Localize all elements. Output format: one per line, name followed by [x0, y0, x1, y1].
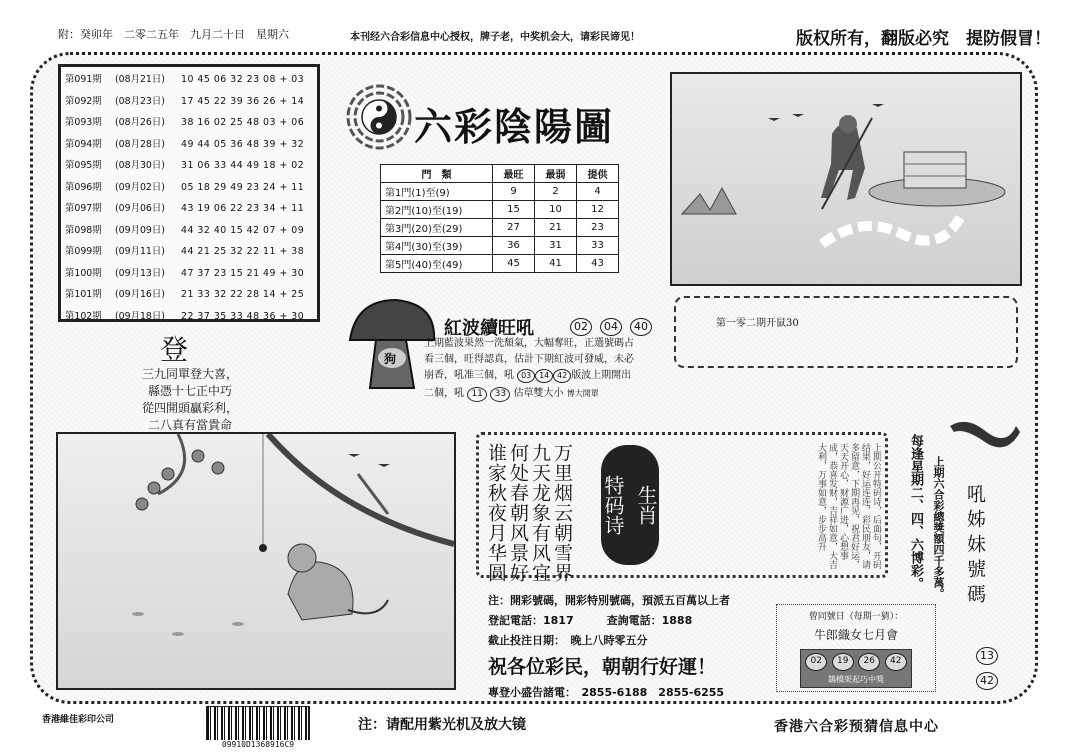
history-row	[65, 198, 313, 220]
history-period: 第100期	[65, 267, 102, 279]
history-date: (08月23日)	[115, 95, 165, 107]
history-date: (09月09日)	[115, 224, 165, 236]
history-date: (08月26日)	[115, 117, 165, 128]
history-row	[65, 69, 313, 91]
history-row	[65, 284, 313, 306]
barcode-number: 09910D1368916C9	[206, 740, 310, 749]
zodiac-footer: 鵲橋架起巧中獎	[828, 675, 884, 684]
history-date: (08月30日)	[115, 160, 165, 171]
history-period: 第102期	[65, 310, 102, 322]
poem-column: 谁家秋夜月华圆	[485, 443, 507, 583]
number-ball: 40	[630, 318, 652, 336]
history-period: 第095期	[65, 160, 102, 171]
number-ball: 19	[832, 653, 854, 671]
history-period: 第094期	[65, 138, 102, 150]
number-ball: 02	[570, 318, 592, 336]
history-date: (09月02日)	[115, 181, 165, 193]
zodiac-ball-strip	[800, 649, 912, 688]
header-rights: 版权所有，翻版必究 提防假冒！	[796, 29, 1051, 49]
history-date: (09月11日)	[115, 246, 165, 257]
jackpot-note: 上期六合彩總獎額四千多萬。	[932, 456, 945, 599]
zodiac-box	[776, 604, 936, 692]
table-cell: 15	[493, 201, 535, 219]
table-cell: 第3門(20)至(29)	[381, 219, 493, 237]
text-line: 二個，吼 11 33 估草雙大小 博大開單	[424, 386, 668, 402]
red-wave-title: 紅波續旺吼	[444, 318, 534, 339]
badge-text: 特码诗	[601, 475, 625, 535]
history-nums: 44 21 25 32 22 11 + 38	[181, 246, 305, 257]
illustration-traveler	[670, 72, 1022, 286]
poem-line: 三九同單登大喜，	[141, 367, 238, 381]
history-row	[65, 306, 313, 328]
poem-line: 從四開頭贏彩利，	[141, 401, 238, 415]
history-row	[65, 220, 313, 242]
history-nums: 31 06 33 44 49 18 + 02	[181, 160, 305, 171]
history-period: 第096期	[65, 181, 102, 193]
poem-line: 縣憑十七正中巧	[147, 384, 232, 398]
poem-head: 登	[160, 333, 189, 366]
table-cell: 43	[577, 255, 619, 273]
table-cell: 9	[493, 183, 535, 201]
table-cell: 36	[493, 237, 535, 255]
poem-line: 二八真有當貴命	[147, 418, 232, 432]
text-line: 崩香，吼准三個，吼 03 14 42 版波上期開出	[424, 370, 632, 381]
table-cell: 2	[535, 183, 577, 201]
history-nums: 21 33 32 22 28 14 + 25	[181, 289, 305, 300]
table-cell: 第1門(1)至(9)	[381, 183, 493, 201]
history-row	[65, 241, 313, 263]
number-ball: 42	[885, 653, 907, 671]
zodiac-subtitle: 牛郎織女七月會	[813, 628, 898, 642]
table-cell: 33	[577, 237, 619, 255]
saxophone-icon	[946, 414, 1022, 458]
text-line: 上期藍波果然一洗頹氣，大幅奪旺，正選號碼占	[424, 338, 634, 349]
table-row	[381, 219, 619, 237]
table-header: 最旺	[493, 165, 535, 183]
header-notice: 本刊经六合彩信息中心授权，牌子老，中奖机会大，请彩民谛见！	[350, 32, 640, 43]
history-row	[65, 134, 313, 156]
poem-column: 何处春朝风景好	[507, 443, 529, 583]
history-nums: 17 45 22 39 36 26 + 14	[181, 95, 305, 107]
door-table	[380, 164, 619, 273]
table-cell: 第2門(10)至(19)	[381, 201, 493, 219]
illustration-cat	[56, 432, 456, 690]
history-row	[65, 112, 313, 134]
table-cell: 21	[535, 219, 577, 237]
number-ball: 26	[858, 653, 880, 671]
text-line: 看三個，旺得認真，估計下期紅波可發威，未必	[424, 354, 634, 365]
history-date: (09月16日)	[115, 289, 165, 300]
history-nums: 22 37 35 33 48 36 + 30	[181, 310, 305, 322]
history-date: (09月13日)	[115, 267, 165, 279]
footer-center: 香港六合彩预猜信息中心	[774, 719, 939, 735]
table-cell: 27	[493, 219, 535, 237]
table-row	[381, 237, 619, 255]
history-row	[65, 263, 313, 285]
history-period: 第092期	[65, 95, 102, 107]
ad-phone: 專登小盛告諸電： 2855-6188 2855-6255	[488, 686, 725, 699]
poem-column: 万里烟云朝雪界	[551, 443, 573, 583]
history-row	[65, 91, 313, 113]
table-row	[381, 183, 619, 201]
notice-line: 注：開彩號碼，開彩特別號碼，預派五百萬以上者	[488, 594, 730, 607]
history-nums: 47 37 23 15 21 49 + 30	[181, 267, 305, 279]
history-row	[65, 177, 313, 199]
result-box: 第一零二期开鼠30	[674, 296, 1018, 368]
number-ball: 13	[976, 647, 998, 665]
number-ball: 04	[600, 318, 622, 336]
reg-phone: 登記電話：1817 查詢電話：1888	[488, 614, 693, 627]
table-header: 最弱	[535, 165, 577, 183]
draw-days: 每逢星期二、四、六博彩。	[908, 434, 923, 590]
poem-columns	[485, 443, 573, 583]
history-nums: 10 45 06 32 23 08 + 03	[181, 74, 305, 85]
history-table	[58, 64, 320, 322]
page-title: 六彩陰陽圖	[414, 104, 615, 149]
history-nums: 49 44 05 36 48 39 + 32	[181, 138, 305, 150]
history-date: (08月28日)	[115, 138, 165, 150]
table-cell: 31	[535, 237, 577, 255]
red-wave-balls	[570, 318, 652, 336]
history-period: 第097期	[65, 203, 102, 214]
poem-small-text: 上期公开特码诗，后面句，开码结果，好运连连，彩民朋友，请多留意，下期再见，祝君好运，天天开心，财源广进，心想事成，恭喜发财，吉祥如意，大吉大利，万事如意，步步高升	[816, 443, 881, 569]
history-period: 第093期	[65, 117, 102, 128]
history-nums: 44 32 40 15 42 07 + 09	[181, 224, 305, 236]
sister-balls	[976, 644, 998, 690]
special-poem-box	[476, 432, 888, 583]
history-period: 第091期	[65, 74, 102, 85]
history-row	[65, 155, 313, 177]
header-date: 附：癸卯年 二零二五年 九月二十日 星期六	[58, 28, 289, 41]
table-cell: 第5門(40)至(49)	[381, 255, 493, 273]
history-date: (09月06日)	[115, 203, 165, 214]
history-nums: 05 18 29 49 23 24 + 11	[181, 181, 305, 193]
mushroom-label: 狗	[384, 352, 397, 366]
history-period: 第099期	[65, 246, 102, 257]
red-wave-text	[424, 336, 668, 402]
poem-column: 九天龙象有风宜	[529, 443, 551, 583]
table-cell: 10	[535, 201, 577, 219]
history-nums: 43 19 06 22 23 34 + 11	[181, 203, 305, 214]
number-ball: 02	[805, 653, 827, 671]
table-row	[381, 201, 619, 219]
history-date: (08月21日)	[115, 74, 165, 85]
table-cell: 41	[535, 255, 577, 273]
footer-note: 注：请配用紫光机及放大镜	[358, 717, 526, 733]
deadline: 截止投注日期： 晚上八時零五分	[488, 634, 648, 647]
number-ball: 42	[976, 672, 998, 690]
printer-name: 香港維佳彩印公司	[42, 715, 115, 725]
sister-title: 吼姊妹號碼	[964, 484, 986, 609]
special-code-badge	[601, 445, 659, 565]
wish: 祝各位彩民，朝朝行好運！	[488, 656, 717, 678]
table-header: 門 類	[381, 165, 493, 183]
table-cell: 第4門(30)至(39)	[381, 237, 493, 255]
table-header: 提供	[577, 165, 619, 183]
table-cell: 23	[577, 219, 619, 237]
history-nums: 38 16 02 25 48 03 + 06	[181, 117, 305, 128]
badge-text: 生肖	[634, 485, 658, 525]
barcode	[206, 706, 310, 744]
table-cell: 45	[493, 255, 535, 273]
table-cell: 12	[577, 201, 619, 219]
history-period: 第098期	[65, 224, 102, 236]
table-row	[381, 255, 619, 273]
zodiac-title: 曾同號日（每期一猜）：	[808, 612, 904, 622]
history-date: (09月18日)	[115, 310, 165, 322]
table-cell: 4	[577, 183, 619, 201]
bagua-icon	[344, 82, 414, 152]
history-period: 第101期	[65, 289, 102, 300]
poem-left	[120, 366, 260, 434]
